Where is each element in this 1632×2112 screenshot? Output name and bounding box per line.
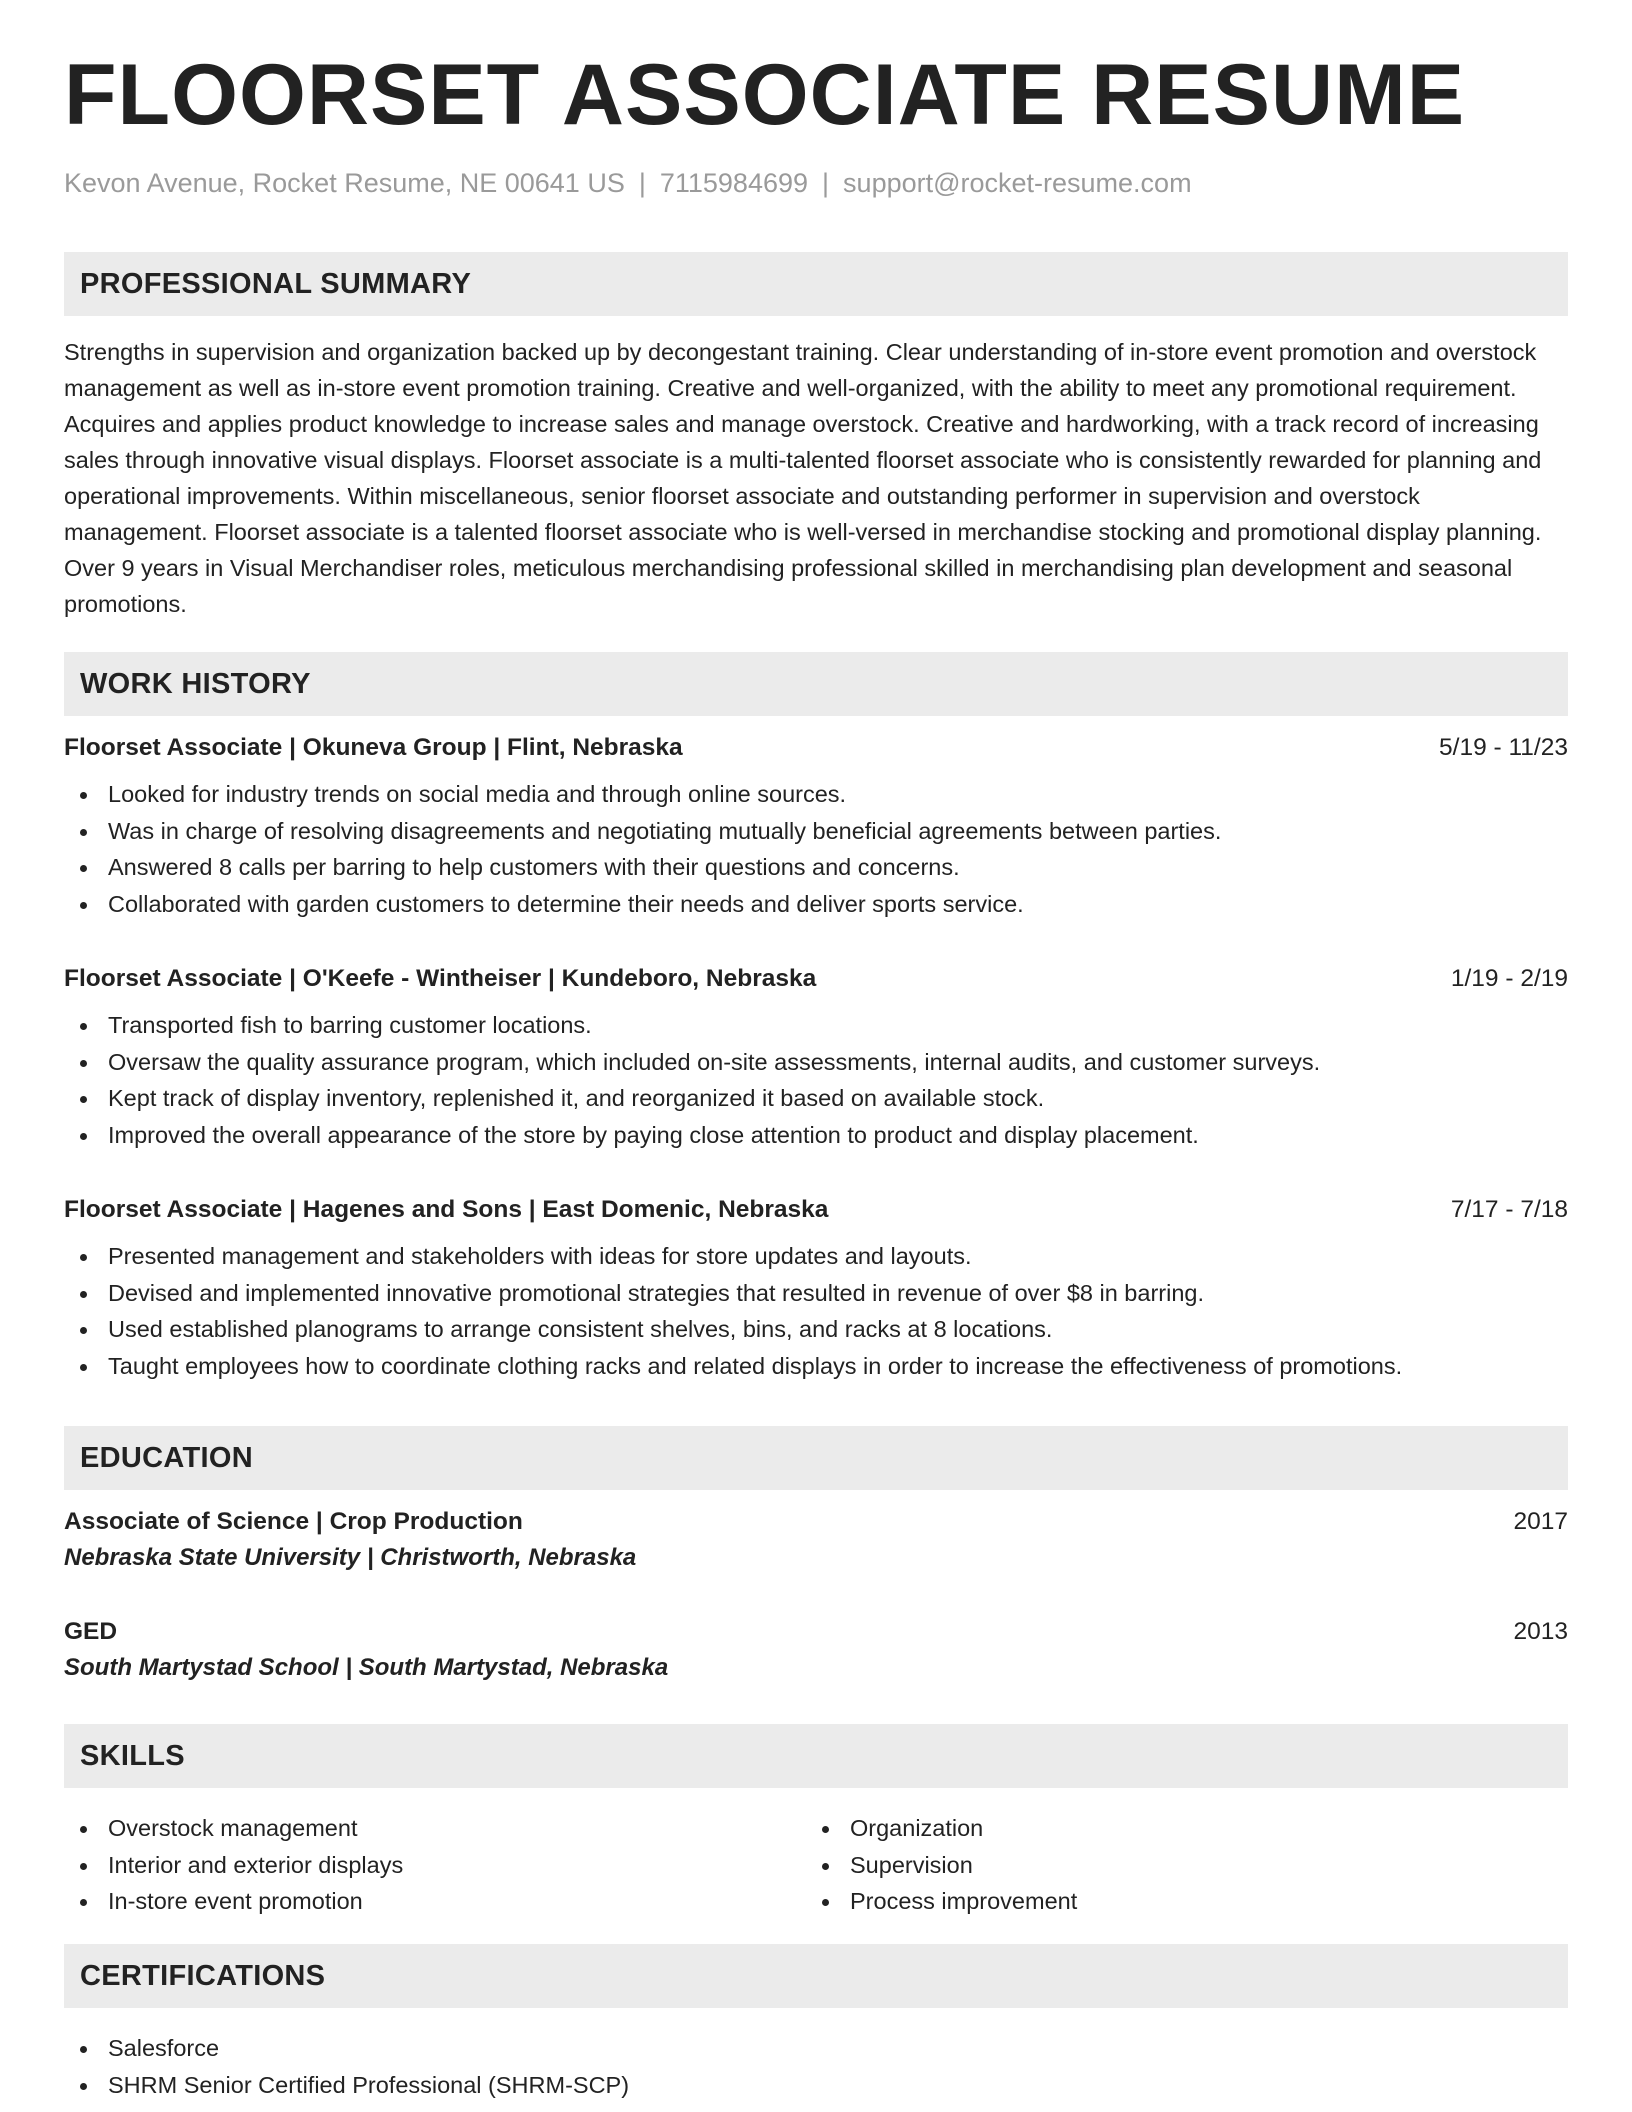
list-item: Interior and exterior displays [64, 1847, 806, 1884]
list-item: In-store event promotion [64, 1883, 806, 1920]
graduation-year: 2017 [1513, 1508, 1568, 1535]
section-header-summary [64, 252, 1568, 316]
resume-title: FLOORSET ASSOCIATE RESUME [64, 47, 1466, 143]
job-title: Floorset Associate | Hagenes and Sons | East Domenic, Nebraska [64, 1196, 829, 1223]
contact-address: Kevon Avenue, Rocket Resume, NE 00641 US [64, 168, 625, 198]
contact-email: support@rocket-resume.com [843, 168, 1192, 198]
list-item: Transported fish to barring customer locations. [64, 1007, 1568, 1044]
contact-separator: | [638, 168, 646, 198]
list-item: Salesforce [64, 2030, 1568, 2067]
job-title: Floorset Associate | O'Keefe - Wintheiser | Kundeboro, Nebraska [64, 965, 817, 992]
list-item: Looked for industry trends on social media and through online sources. [64, 776, 1568, 813]
skills-list [64, 1810, 1568, 1920]
list-item: Overstock management [64, 1810, 806, 1847]
job-entry [64, 965, 1568, 1153]
list-item: Was in charge of resolving disagreements and negotiating mutually beneficial agreements between parties. [64, 813, 1568, 850]
job-title: Floorset Associate | Okuneva Group | Flint, Nebraska [64, 734, 683, 761]
certifications-list [64, 2030, 1568, 2103]
job-dates: 5/19 - 11/23 [1439, 734, 1568, 761]
section-title: PROFESSIONAL SUMMARY [80, 267, 472, 300]
job-bullets [64, 1238, 1568, 1384]
school-name: South Martystad School | South Martystad, Nebraska [64, 1654, 669, 1681]
job-entry [64, 1196, 1568, 1384]
section-header-skills [64, 1724, 1568, 1788]
job-entry [64, 734, 1568, 922]
list-item: SHRM Senior Certified Professional (SHRM-SCP) [64, 2067, 1568, 2104]
section-header-education [64, 1426, 1568, 1490]
list-item: Presented management and stakeholders with ideas for store updates and layouts. [64, 1238, 1568, 1275]
skills-column-right [806, 1810, 1548, 1920]
list-item: Process improvement [806, 1883, 1548, 1920]
school-name: Nebraska State University | Christworth, Nebraska [64, 1544, 637, 1571]
list-item: Kept track of display inventory, replenished it, and reorganized it based on available stock. [64, 1080, 1568, 1117]
section-title: EDUCATION [80, 1441, 253, 1474]
degree: Associate of Science | Crop Production [64, 1508, 523, 1535]
list-item: Devised and implemented innovative promotional strategies that resulted in revenue of over $8 in barring. [64, 1275, 1568, 1312]
section-header-work-history [64, 652, 1568, 716]
list-item: Oversaw the quality assurance program, which included on-site assessments, internal audits, and customer surveys. [64, 1044, 1568, 1081]
skills-column-left [64, 1810, 806, 1920]
list-item: Collaborated with garden customers to determine their needs and deliver sports service. [64, 886, 1568, 923]
section-header-certifications [64, 1944, 1568, 2008]
contact-phone: 7115984699 [659, 168, 809, 198]
education-entry [64, 1618, 1568, 1682]
job-bullets [64, 776, 1568, 922]
section-title: SKILLS [80, 1739, 185, 1772]
list-item: Taught employees how to coordinate clothing racks and related displays in order to increase the effectiveness of promotions. [64, 1348, 1568, 1385]
summary-text: Strengths in supervision and organization backed up by decongestant training. Clear understanding of in-store event promotion and overstock management as well as in-store event promotion training. Creative and well-organized, with the ability to meet any promotional requirement. Acquires and applies product knowledge to increase sales and manage overstock. Creative and hardworking, with a track record of increasing sales through innovative visual displays. Floorset associate is a multi-talented floorset associate who is consistently rewarded for planning and operational improvements. Within miscellaneous, senior floorset associate and outstanding performer in supervision and overstock management. Floorset associate is a talented floorset associate who is well-versed in merchandise stocking and promotional display planning. Over 9 years in Visual Merchandiser roles, meticulous merchandising professional skilled in merchandising plan development and seasonal promotions. [64, 339, 1542, 617]
list-item: Answered 8 calls per barring to help customers with their questions and concerns. [64, 849, 1568, 886]
list-item: Improved the overall appearance of the store by paying close attention to product and display placement. [64, 1117, 1568, 1154]
list-item: Organization [806, 1810, 1548, 1847]
education-entry [64, 1508, 1568, 1572]
job-bullets [64, 1007, 1568, 1153]
list-item: Supervision [806, 1847, 1548, 1884]
contact-separator: | [822, 168, 830, 198]
graduation-year: 2013 [1513, 1618, 1568, 1645]
degree: GED [64, 1618, 118, 1645]
contact-line [64, 168, 1192, 199]
list-item: Used established planograms to arrange consistent shelves, bins, and racks at 8 locations. [64, 1311, 1568, 1348]
section-title: WORK HISTORY [80, 667, 311, 700]
job-dates: 7/17 - 7/18 [1450, 1196, 1568, 1223]
job-dates: 1/19 - 2/19 [1450, 965, 1568, 992]
section-title: CERTIFICATIONS [80, 1959, 326, 1992]
